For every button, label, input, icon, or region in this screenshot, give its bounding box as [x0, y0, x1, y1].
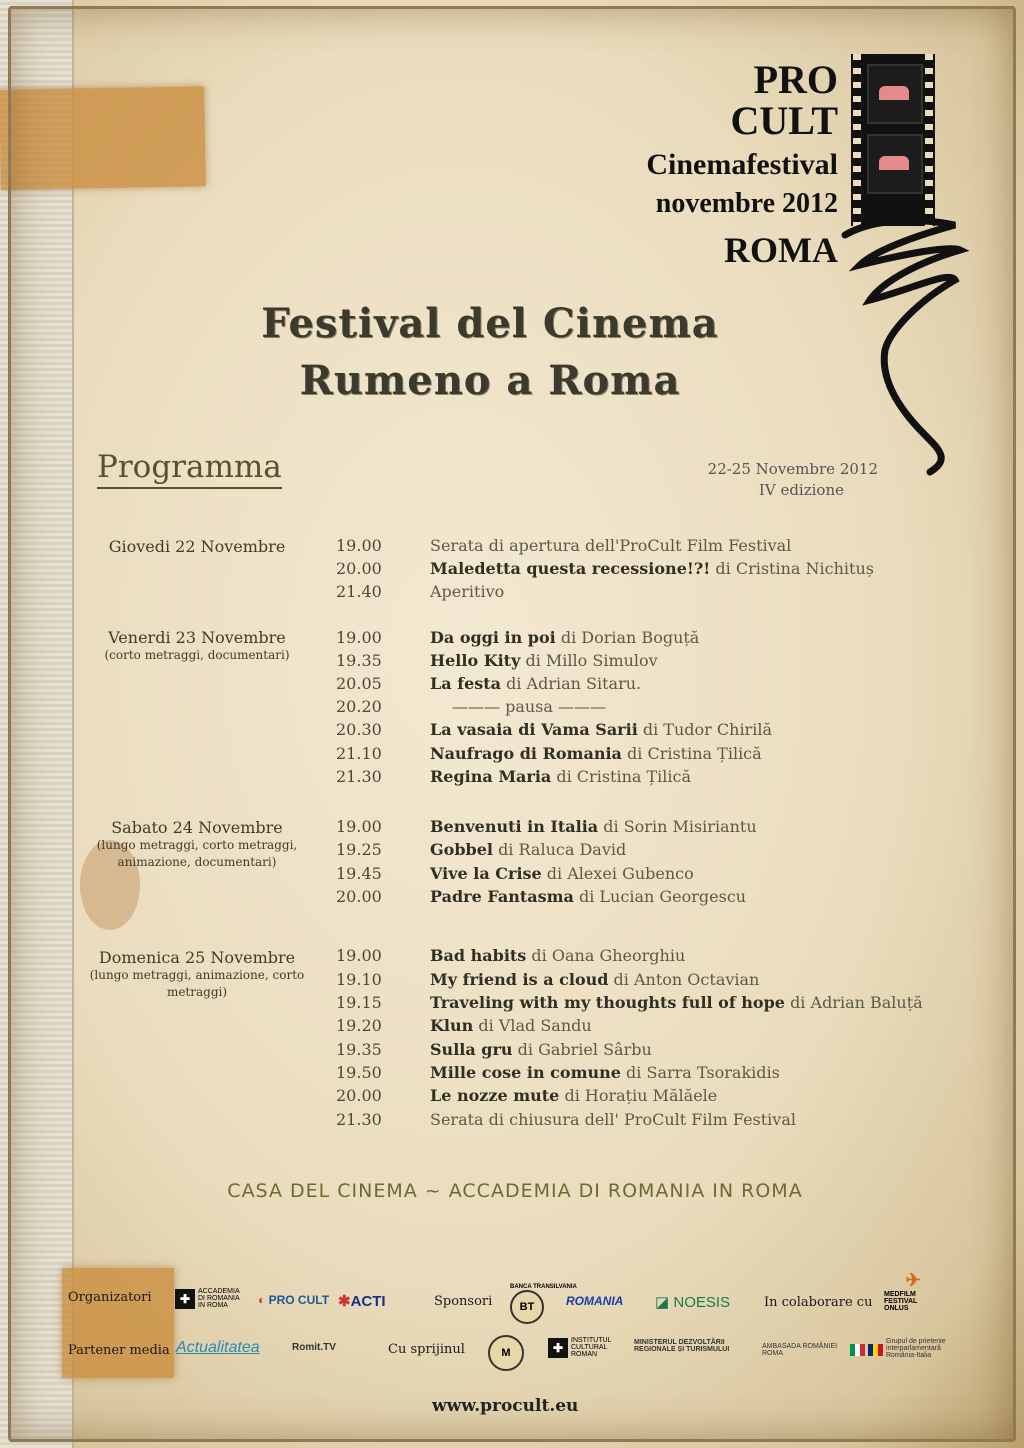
venue-line: CASA DEL CINEMA ~ ACCADEMIA DI ROMANIA IN ROMA — [227, 1180, 803, 1202]
logo-pro: PRO — [753, 57, 838, 102]
row-time: 21.40 — [336, 582, 382, 601]
row-director: di Adrian Baluță — [790, 993, 923, 1012]
row-director: di Cristina Țilică — [556, 767, 692, 786]
book-binding — [0, 0, 74, 1448]
scribble-icon — [840, 210, 970, 480]
star-icon: ✱ — [338, 1293, 351, 1310]
row-time: 20.05 — [336, 674, 382, 693]
film-strip-icon — [851, 54, 935, 226]
tape-top — [0, 86, 206, 190]
row-director: di Alexei Gubenco — [546, 864, 694, 883]
row-film: Naufrago di Romania — [430, 744, 622, 763]
row-director: di Anton Octavian — [613, 970, 760, 989]
day-header — [86, 628, 308, 664]
title-line2: Rumeno a Roma — [299, 357, 681, 404]
festival-dates: 22-25 Novembre 2012 — [707, 460, 878, 478]
row-film: La festa — [430, 674, 502, 693]
ambasada-logo: AMBASADA ROMÂNIEI ROMA — [762, 1342, 838, 1357]
row-time: 19.50 — [336, 1063, 382, 1082]
logo-city: ROMA — [724, 230, 838, 270]
row-director: di Dorian Boguță — [560, 628, 700, 647]
row-time: 19.35 — [336, 651, 382, 670]
row-time: 19.20 — [336, 1016, 382, 1035]
row-film: Serata di apertura dell'ProCult Film Festival — [430, 536, 792, 555]
medfilm-logo: ✈ MEDFILM FESTIVAL ONLUS — [884, 1270, 942, 1312]
row-film: Maledetta questa recessione!?! — [430, 559, 711, 578]
logo-date: novembre 2012 — [655, 188, 838, 219]
circle-icon: ◐ — [258, 1293, 266, 1307]
cross-icon: ✚ — [175, 1289, 195, 1309]
row-film: Mille cose in comune — [430, 1063, 621, 1082]
romit-logo: Romit.TV — [292, 1342, 336, 1353]
row-time: 21.30 — [336, 767, 382, 786]
festival-edition: IV edizione — [758, 481, 844, 499]
row-time: 19.10 — [336, 970, 382, 989]
seal-icon: M — [488, 1335, 524, 1371]
website-link[interactable]: www.procult.eu — [432, 1396, 579, 1416]
organizzatori-label: Organizatori — [68, 1290, 152, 1305]
row-time: 20.20 — [336, 697, 382, 716]
grupul-logo: Grupul de prietenie interparlamentară România-Italia — [886, 1338, 946, 1359]
row-director: di Sarra Tsorakidis — [626, 1063, 780, 1082]
day-header — [86, 537, 308, 556]
row-time: 20.00 — [336, 559, 382, 578]
row-director: di Cristina Nichituș — [715, 559, 874, 578]
row-time: 20.00 — [336, 887, 382, 906]
row-director: di Raluca David — [498, 840, 627, 859]
row-director: di Sorin Misiriantu — [603, 817, 757, 836]
noesis-logo: ◪ NOESIS — [655, 1294, 731, 1311]
day-name: Venerdi 23 Novembre — [108, 628, 286, 647]
row-time: 19.00 — [336, 817, 382, 836]
row-pause: ——— pausa ——— — [452, 697, 607, 716]
logo-festival: Cinemafestival — [646, 148, 838, 181]
row-film: Da oggi in poi — [430, 628, 556, 647]
day-header — [86, 948, 308, 1001]
day-header — [86, 818, 308, 871]
row-time: 19.00 — [336, 628, 382, 647]
colosseum-icon — [879, 86, 909, 100]
collaborazione-label: In colaborare cu — [764, 1295, 873, 1310]
row-director: di Vlad Sandu — [478, 1016, 592, 1035]
day-subtitle: (lungo metraggi, corto metraggi, animazione, documentari) — [96, 838, 298, 869]
romania-logo: ROMANIA — [566, 1294, 624, 1308]
day-subtitle: (corto metraggi, documentari) — [104, 648, 290, 662]
row-time: 19.00 — [336, 946, 382, 965]
row-film: Aperitivo — [430, 582, 505, 601]
row-director: di Adrian Sitaru. — [506, 674, 642, 693]
accademia-logo: ✚ ACCADEMIA DI ROMANIA IN ROMA — [175, 1288, 242, 1309]
row-director: di Tudor Chirilă — [642, 720, 772, 739]
row-film: Sulla gru — [430, 1040, 513, 1059]
row-film: Klun — [430, 1016, 474, 1035]
bird-icon: ✈ — [905, 1270, 921, 1290]
row-film: Hello Kity — [430, 651, 521, 670]
row-time: 20.00 — [336, 1086, 382, 1105]
partner-media-label: Partener media — [68, 1343, 170, 1358]
programma-heading: Programma — [97, 449, 282, 489]
row-director: di Lucian Georgescu — [578, 887, 747, 906]
row-film: Benvenuti in Italia — [430, 817, 599, 836]
row-time: 19.00 — [336, 536, 382, 555]
row-film: Gobbel — [430, 840, 493, 859]
row-time: 19.35 — [336, 1040, 382, 1059]
logo-cult: CULT — [730, 98, 838, 143]
row-film: My friend is a cloud — [430, 970, 609, 989]
day-subtitle: (lungo metraggi, animazione, corto metraggi) — [89, 968, 305, 999]
row-director: di Oana Gheorghiu — [531, 946, 686, 965]
row-time: 19.15 — [336, 993, 382, 1012]
row-time: 19.45 — [336, 864, 382, 883]
row-time: 21.10 — [336, 744, 382, 763]
row-film: Regina Maria — [430, 767, 552, 786]
row-time: 19.25 — [336, 840, 382, 859]
row-film: Serata di chiusura dell' ProCult Film Festival — [430, 1110, 796, 1129]
row-director: di Cristina Țilică — [627, 744, 762, 763]
row-film: Bad habits — [430, 946, 527, 965]
row-film: Padre Fantasma — [430, 887, 574, 906]
sprijin-label: Cu sprijinul — [388, 1342, 465, 1357]
row-film: La vasaia di Vama Sarii — [430, 720, 638, 739]
flags-icon — [850, 1342, 883, 1356]
actualitatea-logo: Actualitatea — [176, 1339, 260, 1356]
title-line1: Festival del Cinema — [261, 300, 719, 347]
row-director: di Millo Simulov — [525, 651, 658, 670]
row-film: Vive la Crise — [430, 864, 542, 883]
ministerul-logo: MINISTERUL DEZVOLTĂRII REGIONALE ȘI TURISMULUI — [634, 1338, 730, 1353]
row-time: 20.30 — [336, 720, 382, 739]
row-director: di Horațiu Mălăele — [564, 1086, 718, 1105]
acti-logo: ✱ACTI — [338, 1293, 386, 1310]
row-director: di Gabriel Sârbu — [517, 1040, 652, 1059]
tape-bottom — [62, 1268, 174, 1378]
day-name: Sabato 24 Novembre — [111, 818, 283, 837]
day-name: Giovedi 22 Novembre — [108, 537, 286, 556]
row-time: 21.30 — [336, 1110, 382, 1129]
noesis-icon: ◪ — [655, 1294, 670, 1311]
colosseum-icon — [879, 156, 909, 170]
bt-logo: BANCA TRANSILVANIA BT — [510, 1284, 577, 1324]
row-film: Traveling with my thoughts full of hope — [430, 993, 785, 1012]
procult-logo: ◐ PRO CULT — [258, 1293, 330, 1307]
row-film: Le nozze mute — [430, 1086, 560, 1105]
day-name: Domenica 25 Novembre — [98, 948, 296, 967]
sponsori-label: Sponsori — [434, 1294, 493, 1309]
cross-icon: ✚ — [548, 1338, 568, 1358]
institutul-logo: ✚ INSTITUTUL CULTURAL ROMAN — [548, 1337, 621, 1358]
